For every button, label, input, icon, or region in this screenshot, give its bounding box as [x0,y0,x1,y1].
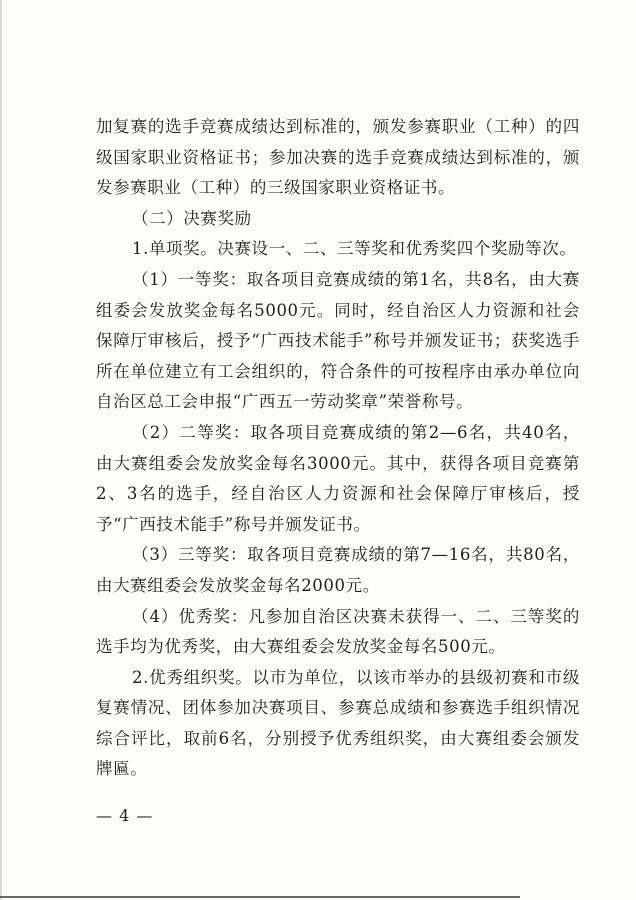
scan-edge-left [0,0,2,900]
paragraph-first-prize: （1）一等奖：取各项目竞赛成绩的第1名，共8名，由大赛组委会发放奖金每名5000元。同时，经自治区人力资源和社会保障厅审核后，授予“广西技术能手”称号并颁发证书；获奖选手所在单位建立有工会组织的，符合条件的可按程序由承办单位向自治区总工会申报“广西五一劳动奖章”荣誉称号。 [96,269,580,412]
page-number: — 4 — [96,806,154,825]
paragraph-continuation: 加复赛的选手竞赛成绩达到标准的，颁发参赛职业（工种）的四级国家职业资格证书；参加决赛的选手竞赛成绩达到标准的，颁发参赛职业（工种）的三级国家职业资格证书。 [96,117,580,198]
paragraph-third-prize: （3）三等奖：取各项目竞赛成绩的第7—16名，共80名，由大赛组委会发放奖金每名2000元。 [96,545,580,595]
scan-edge-bottom [0,896,520,898]
paragraph-individual-awards: 1.单项奖。决赛设一、二、三等奖和优秀奖四个奖励等次。 [132,239,577,259]
body-text [96,112,580,785]
paragraph-organization-award: 2.优秀组织奖。以市为单位，以该市举办的县级初赛和市级复赛情况、团体参加决赛项目、参赛总成绩和参赛选手组织情况综合评比，取前6名，分别授予优秀组织奖，由大赛组委会颁发牌匾。 [96,667,580,779]
paragraph-excellence-award: （4）优秀奖：凡参加自治区决赛未获得一、二、三等奖的选手均为优秀奖，由大赛组委会发放奖金每名500元。 [96,606,580,657]
section-heading-final-awards: （二）决赛奖励 [132,208,252,228]
paragraph-second-prize: （2）二等奖：取各项目竞赛成绩的第2—6名，共40名，由大赛组委会发放奖金每名3000元。其中，获得各项目竞赛第2、3名的选手，经自治区人力资源和社会保障厅审核后，授予“广西技术能手”称号并颁发证书。 [96,422,580,534]
